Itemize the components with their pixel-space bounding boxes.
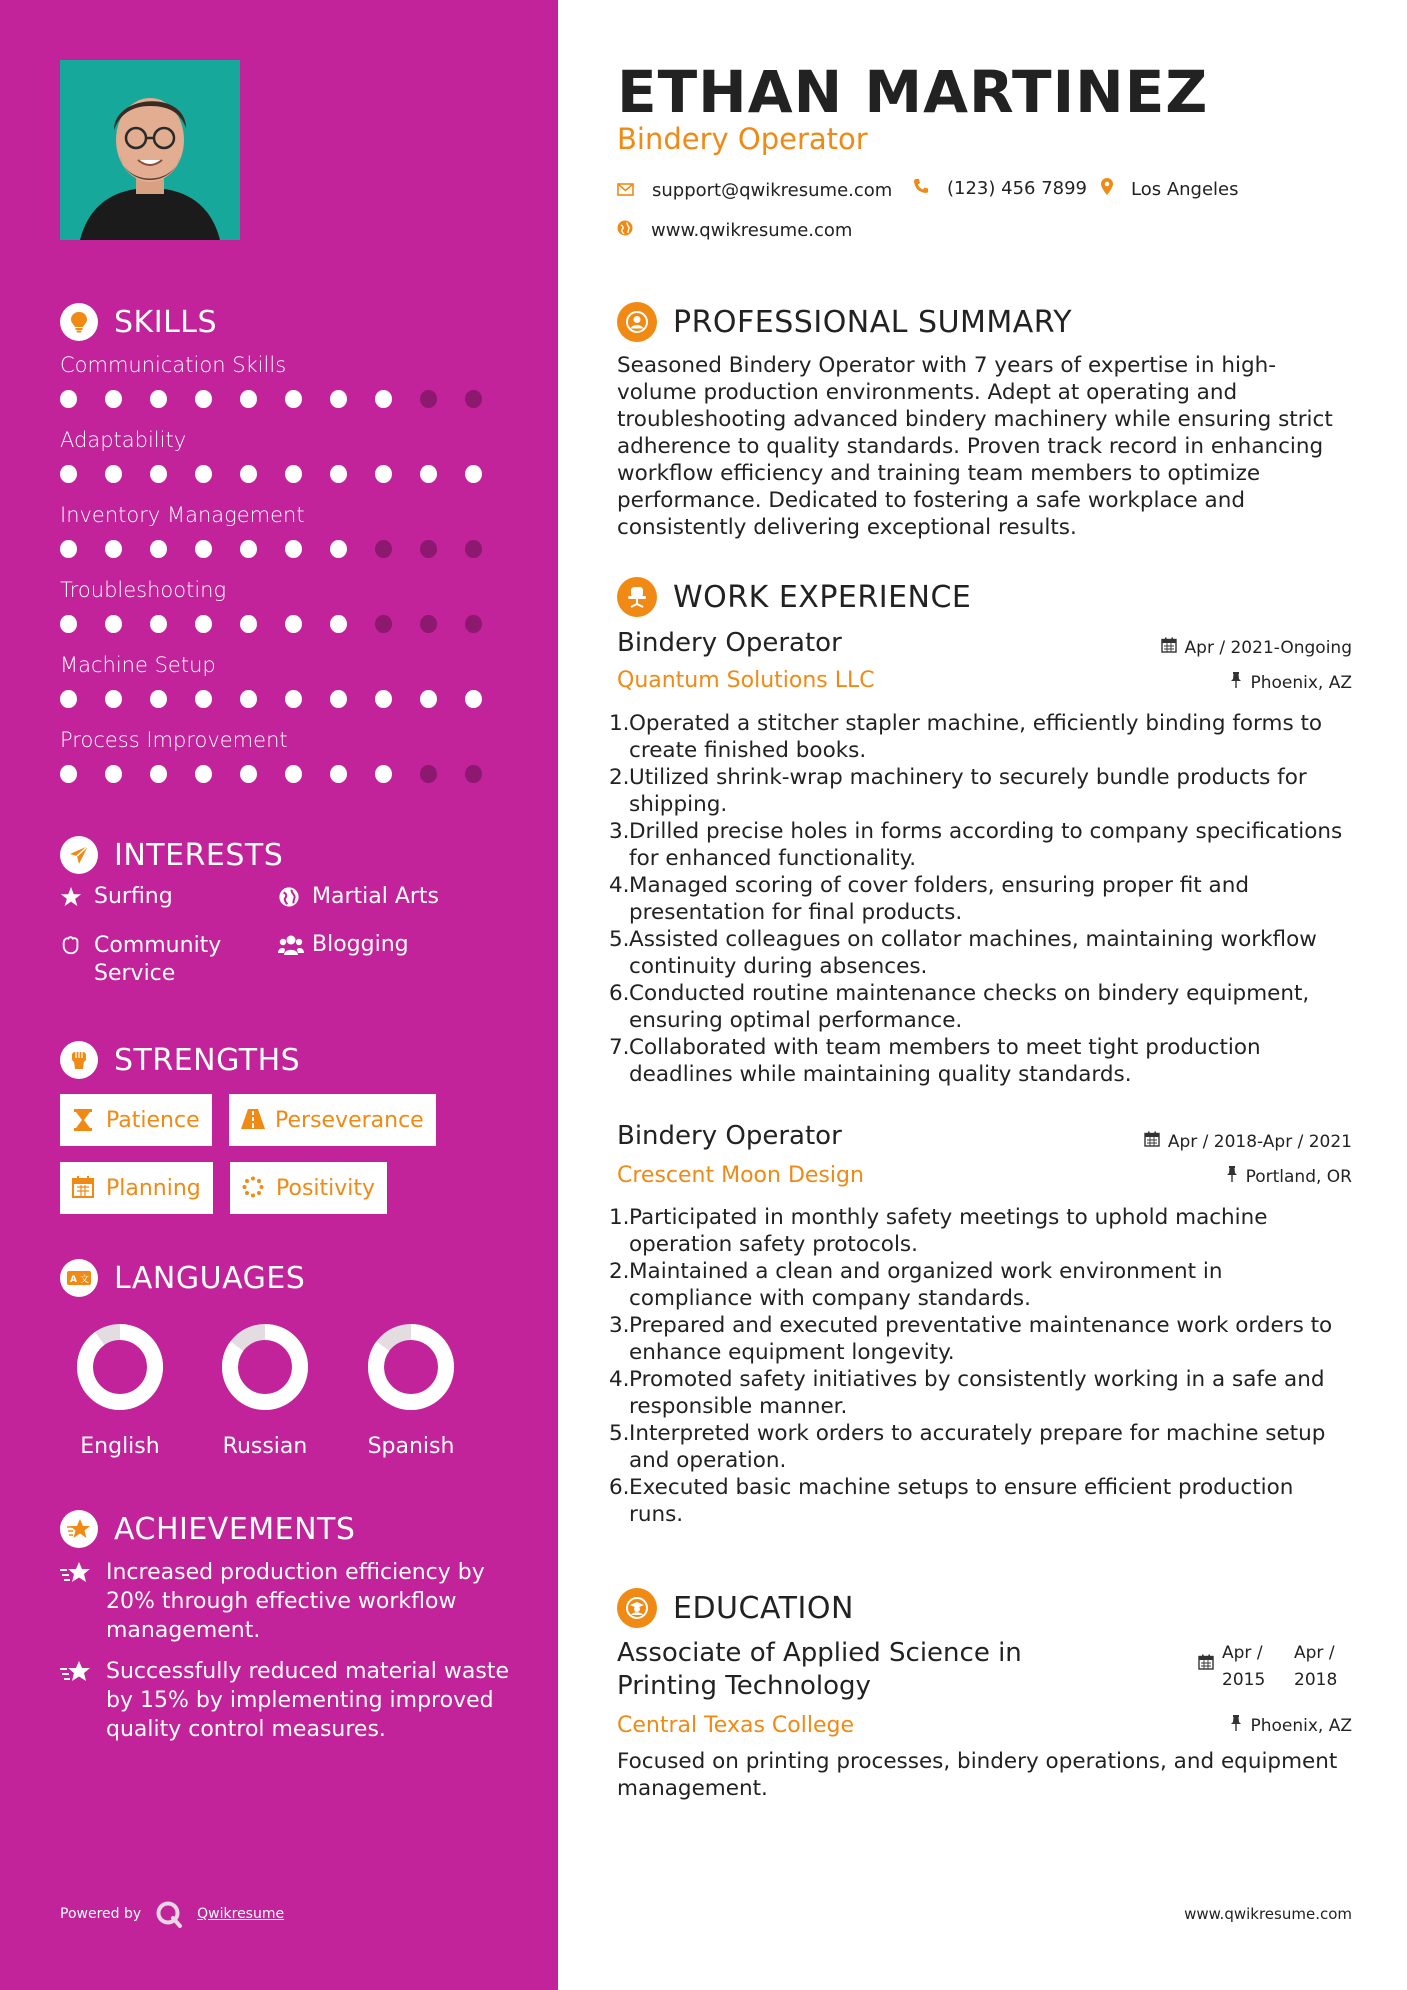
shooting-star-icon xyxy=(60,1560,92,1645)
sidebar xyxy=(0,0,558,1990)
education-location xyxy=(1230,1715,1352,1736)
skill-dot xyxy=(375,465,392,483)
achievement-text: Increased production efficiency by 20% through effective workflow management. xyxy=(106,1560,485,1643)
skill-dot xyxy=(465,615,482,633)
skill-dot xyxy=(150,690,167,708)
strength-badge xyxy=(60,1162,213,1214)
job-dates xyxy=(1161,637,1352,658)
paper-plane-icon xyxy=(60,836,98,874)
svg-text:A: A xyxy=(70,1275,77,1285)
contact-email xyxy=(617,180,892,201)
calendar-icon xyxy=(1161,637,1177,658)
skill-name: Inventory Management xyxy=(60,503,305,527)
skill-dot xyxy=(60,690,77,708)
skill-dot xyxy=(465,465,482,483)
skill-dot xyxy=(330,540,347,558)
job-bullet: 1. Operated a stitcher stapler machine, efficiently binding forms to create finished books. xyxy=(609,711,1323,763)
briefcase-chair-icon xyxy=(617,577,657,617)
language-level-ring xyxy=(75,1322,165,1412)
skill-dot xyxy=(330,615,347,633)
skill-level-dots xyxy=(60,765,510,783)
skill-name: Communication Skills xyxy=(60,353,287,377)
skill-dot xyxy=(420,615,437,633)
skill-dot xyxy=(60,765,77,783)
fist-icon xyxy=(60,1041,98,1079)
education-date-start: Apr / 2015 xyxy=(1222,1643,1266,1690)
skill-dot xyxy=(240,765,257,783)
candidate-role: Bindery Operator xyxy=(617,122,868,156)
skill-dot xyxy=(195,765,212,783)
skill-dot xyxy=(240,540,257,558)
skill-dot xyxy=(195,690,212,708)
skill-dot xyxy=(285,765,302,783)
achievements-heading xyxy=(60,1509,355,1549)
job-title: Bindery Operator xyxy=(617,1121,842,1151)
interest-item xyxy=(278,884,439,914)
skill-dot xyxy=(105,765,122,783)
job-company: Crescent Moon Design xyxy=(617,1163,864,1188)
skill-name: Process Improvement xyxy=(60,728,288,752)
interest-label: Surfing xyxy=(94,884,173,909)
interest-item xyxy=(278,932,409,962)
language-name: Russian xyxy=(222,1434,308,1459)
skill-dot xyxy=(330,465,347,483)
skill-dot xyxy=(465,690,482,708)
skill-dot xyxy=(465,540,482,558)
skill-dot xyxy=(105,690,122,708)
skill-dot xyxy=(60,615,77,633)
strengths-title: STRENGTHS xyxy=(114,1042,301,1078)
skill-dot xyxy=(420,390,437,408)
hourglass-icon xyxy=(72,1108,96,1132)
skill-dot xyxy=(330,690,347,708)
job-bullet: 3. Drilled precise holes in forms according to company specifications for enhanced functionality. xyxy=(609,819,1343,871)
job-bullet: 5. Interpreted work orders to accurately prepare for machine setup and operation. xyxy=(609,1421,1326,1473)
skill-dot xyxy=(285,690,302,708)
skill-dot xyxy=(150,465,167,483)
contact-website xyxy=(617,220,852,241)
pushpin-icon xyxy=(1230,672,1242,693)
experience-title: WORK EXPERIENCE xyxy=(673,579,972,615)
strength-badge xyxy=(230,1162,387,1214)
graduate-icon xyxy=(617,1588,657,1628)
interest-label: Community Service xyxy=(94,933,222,986)
skill-dot xyxy=(285,390,302,408)
language-name: Spanish xyxy=(367,1434,455,1459)
strength-badge xyxy=(229,1094,436,1146)
job-dates xyxy=(1144,1131,1352,1152)
map-pin-icon xyxy=(1101,178,1113,200)
skill-dot xyxy=(285,540,302,558)
skill-row xyxy=(60,725,510,783)
skill-dot xyxy=(105,390,122,408)
job-bullet: 6. Executed basic machine setups to ensure efficient production runs. xyxy=(609,1475,1294,1527)
skill-dot xyxy=(105,465,122,483)
contact-phone xyxy=(913,178,1087,199)
interests-title: INTERESTS xyxy=(114,837,284,873)
job-bullet: 4. Promoted safety initiatives by consistently working in a safe and responsible manner. xyxy=(609,1367,1325,1419)
strength-badge xyxy=(60,1094,212,1146)
powered-label: Powered by xyxy=(60,1906,142,1922)
skill-dot xyxy=(375,615,392,633)
footer-url[interactable]: www.qwikresume.com xyxy=(1184,1905,1352,1923)
job-bullet: 5. Assisted colleagues on collator machines, maintaining workflow continuity during absences. xyxy=(609,927,1317,979)
spinner-icon xyxy=(242,1176,266,1200)
education-date-end: Apr / 2018 xyxy=(1294,1643,1338,1690)
education-description: Focused on printing processes, bindery operations, and equipment management. xyxy=(617,1749,1338,1801)
lightbulb-icon xyxy=(60,303,98,341)
skill-dot xyxy=(60,465,77,483)
interest-item xyxy=(60,884,173,914)
pushpin-icon xyxy=(1230,1715,1242,1736)
skill-row xyxy=(60,425,510,483)
skill-dot xyxy=(375,765,392,783)
language-level-ring xyxy=(220,1322,310,1412)
skill-dot xyxy=(240,465,257,483)
job-bullet: 6. Conducted routine maintenance checks on bindery equipment, ensuring optimal performance. xyxy=(609,981,1310,1033)
skill-dot xyxy=(285,615,302,633)
languages-heading xyxy=(60,1258,305,1298)
shooting-star-icon xyxy=(60,1659,92,1744)
experience-heading xyxy=(617,575,971,619)
skill-row xyxy=(60,500,510,558)
skill-dot xyxy=(375,690,392,708)
education-location-text: Phoenix, AZ xyxy=(1250,1715,1352,1736)
job-bullet: 3. Prepared and executed preventative maintenance work orders to enhance equipment longevity. xyxy=(609,1313,1333,1365)
skill-dot xyxy=(330,390,347,408)
strength-label: Perseverance xyxy=(275,1107,424,1133)
skill-dot xyxy=(240,390,257,408)
skill-dot xyxy=(240,690,257,708)
language-item xyxy=(192,1322,338,1459)
job-location xyxy=(1226,1166,1352,1187)
pushpin-icon xyxy=(1226,1166,1238,1187)
skill-dot xyxy=(375,540,392,558)
calendar-icon xyxy=(1144,1131,1160,1152)
job-title: Bindery Operator xyxy=(617,628,842,658)
language-item xyxy=(47,1322,193,1459)
achievement-text: Successfully reduced material waste by 15% by implementing improved quality control measures. xyxy=(106,1659,509,1742)
job-location xyxy=(1230,672,1352,693)
job-bullets xyxy=(609,710,1352,1088)
language-item xyxy=(338,1322,484,1459)
skill-dot xyxy=(150,615,167,633)
skill-level-dots xyxy=(60,390,510,408)
skill-level-dots xyxy=(60,690,510,708)
job-bullet: 7. Collaborated with team members to meet tight production deadlines while maintaining quality standards. xyxy=(609,1035,1261,1087)
star-icon xyxy=(60,886,84,914)
skill-dot xyxy=(105,540,122,558)
language-name: English xyxy=(80,1434,160,1459)
skill-dot xyxy=(420,765,437,783)
skills-heading xyxy=(60,302,217,342)
qwikresume-link[interactable]: Qwikresume xyxy=(197,1906,285,1922)
skill-dot xyxy=(465,390,482,408)
summary-text: Seasoned Bindery Operator with 7 years of expertise in high-volume production environments. Adept at operating and troubleshooting advanced bindery machinery while ensuring strict adherence to quality standards. Proven track record in enhancing workflow efficiency and training team members to optimize performance. Dedicated to fostering a safe workplace and consistently delivering exceptional results. xyxy=(617,353,1333,540)
website-text[interactable]: www.qwikresume.com xyxy=(651,220,853,241)
strength-label: Positivity xyxy=(276,1175,376,1201)
skill-dot xyxy=(60,540,77,558)
email-text[interactable]: support@qwikresume.com xyxy=(652,180,893,201)
interests-heading xyxy=(60,835,283,875)
job-bullet: 2. Maintained a clean and organized work environment in compliance with company standards. xyxy=(609,1259,1223,1311)
skill-dot xyxy=(150,765,167,783)
skill-level-dots xyxy=(60,540,510,558)
skill-row xyxy=(60,575,510,633)
job-location-text: Portland, OR xyxy=(1245,1166,1352,1187)
skill-name: Adaptability xyxy=(60,428,187,452)
skill-dot xyxy=(60,390,77,408)
school-name: Central Texas College xyxy=(617,1713,854,1738)
globe-icon xyxy=(278,886,302,914)
job-bullet: 4. Managed scoring of cover folders, ensuring proper fit and presentation for final products. xyxy=(609,873,1249,925)
skill-dot xyxy=(195,540,212,558)
language-level-ring xyxy=(366,1322,456,1412)
calendar-icon xyxy=(72,1176,96,1200)
skill-dot xyxy=(195,465,212,483)
job-dates-text: Apr / 2018-Apr / 2021 xyxy=(1167,1131,1352,1152)
skill-dot xyxy=(465,765,482,783)
interest-label: Martial Arts xyxy=(312,884,440,909)
language-icon xyxy=(60,1259,98,1297)
skill-dot xyxy=(240,615,257,633)
degree-title: Associate of Applied Science in Printing Technology xyxy=(617,1638,1022,1701)
skills-title: SKILLS xyxy=(114,304,218,340)
job-bullet: 1. Participated in monthly safety meetings to uphold machine operation safety protocols. xyxy=(609,1205,1268,1257)
job-dates-text: Apr / 2021-Ongoing xyxy=(1184,637,1352,658)
strengths-heading xyxy=(60,1040,300,1080)
job-company: Quantum Solutions LLC xyxy=(617,668,875,693)
skill-row xyxy=(60,350,510,408)
contact-location xyxy=(1101,178,1239,200)
powered-by xyxy=(60,1900,284,1928)
skill-level-dots xyxy=(60,615,510,633)
education-title: EDUCATION xyxy=(673,1590,854,1626)
road-icon xyxy=(241,1108,265,1132)
skill-dot xyxy=(285,465,302,483)
job-bullets xyxy=(609,1204,1352,1528)
skill-row xyxy=(60,650,510,708)
achievement-item xyxy=(60,1558,510,1645)
skill-dot xyxy=(150,390,167,408)
achievements-title: ACHIEVEMENTS xyxy=(114,1511,356,1547)
hand-icon xyxy=(60,934,84,988)
strength-label: Patience xyxy=(106,1107,200,1133)
location-text: Los Angeles xyxy=(1131,178,1239,200)
qwikresume-logo-icon xyxy=(155,1900,183,1928)
education-heading xyxy=(617,1586,854,1630)
strength-label: Planning xyxy=(106,1175,201,1201)
user-icon xyxy=(617,302,657,342)
job-bullet: 2. Utilized shrink-wrap machinery to securely bundle products for shipping. xyxy=(609,765,1307,817)
skill-dot xyxy=(195,615,212,633)
achievement-item xyxy=(60,1657,510,1744)
envelope-icon xyxy=(617,180,634,201)
candidate-name: ETHAN MARTINEZ xyxy=(617,58,1209,126)
achievement-star-icon xyxy=(60,1510,98,1548)
skill-dot xyxy=(420,540,437,558)
skill-dot xyxy=(330,765,347,783)
skill-name: Machine Setup xyxy=(60,653,216,677)
summary-title: PROFESSIONAL SUMMARY xyxy=(673,304,1073,340)
skill-dot xyxy=(150,540,167,558)
education-dates xyxy=(1198,1640,1352,1694)
skill-name: Troubleshooting xyxy=(60,578,227,602)
interest-item xyxy=(60,932,260,988)
summary-heading xyxy=(617,300,1072,344)
job-location-text: Phoenix, AZ xyxy=(1250,672,1352,693)
skill-dot xyxy=(105,615,122,633)
skill-dot xyxy=(420,690,437,708)
skill-dot xyxy=(195,390,212,408)
profile-photo xyxy=(60,60,240,240)
globe-icon xyxy=(617,220,633,241)
phone-icon xyxy=(913,178,929,199)
phone-text: (123) 456 7899 xyxy=(947,178,1088,199)
svg-text:文: 文 xyxy=(80,1275,90,1285)
interest-label: Blogging xyxy=(312,932,409,957)
skill-dot xyxy=(375,390,392,408)
users-icon xyxy=(278,934,302,962)
calendar-icon xyxy=(1198,1654,1214,1675)
skill-level-dots xyxy=(60,465,510,483)
skill-dot xyxy=(420,465,437,483)
languages-title: LANGUAGES xyxy=(114,1260,306,1296)
